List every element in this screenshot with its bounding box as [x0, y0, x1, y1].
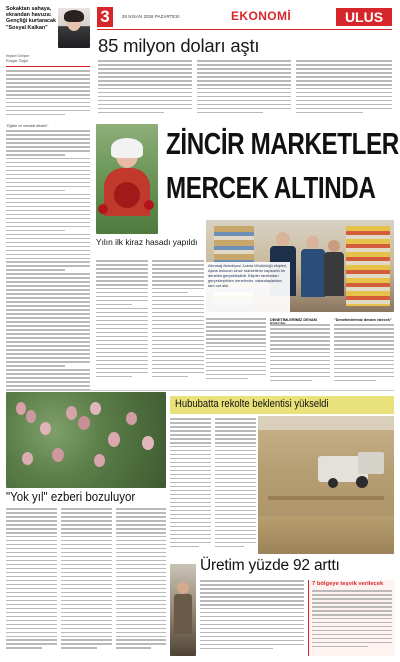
story-exports-col-1	[98, 60, 192, 118]
incentive-title: 7 bölgeye teşvik verilecek	[312, 581, 384, 587]
production-headline: Üretim yüzde 92 arttı	[200, 557, 340, 574]
inspection-text-col-2	[270, 324, 330, 386]
story-exports-col-2	[197, 60, 291, 118]
yok-yil-headline: "Yok yıl" ezberi bozuluyor	[6, 490, 136, 504]
inspection-subhead-1: DENETİMLERİMİZ DEVAM	[270, 318, 317, 322]
story-inspection	[206, 316, 394, 388]
columnist-photo	[58, 8, 90, 48]
headline-85-million: 85 milyon doları aştı	[98, 35, 260, 56]
section-divider	[6, 390, 394, 391]
column-title: Sokaktan sahaya, ekrandan havuza: Gençliği kurtaracak "Sosyal Kalkan"	[6, 6, 57, 31]
inspection-caption: Altındağ Belediyesi Zabıta Müdürlüğü ekipleri, Ajans bulunan zincir marketlerin kapsamlı bir denetim gerçekleştirdi. Ekipler tarafından gerçekleştirilen denetimler, vatandaşlardan tam not aldı.	[208, 263, 288, 288]
inspection-subhead-2: "Denetimlerimiz devam edecek"	[334, 318, 392, 322]
inspection-text-col-1	[206, 318, 266, 386]
story-production	[170, 556, 394, 658]
yok-yil-text-col-2	[61, 508, 112, 654]
column-quote: "Eğitim ve mesleki destek"	[6, 124, 49, 128]
author-rule	[6, 66, 90, 67]
story-cherry	[96, 234, 206, 384]
worker-photo	[170, 564, 196, 656]
hububat-text-col-2	[215, 418, 256, 552]
cherry-text-col-1	[96, 260, 148, 380]
column-text-2	[6, 130, 90, 394]
author-line-2: Rüzgar Özgür	[6, 59, 29, 63]
incentive-text	[312, 590, 392, 654]
story-hububat	[170, 416, 256, 554]
hububat-headline: Hububatta rekolte beklentisi yükseldi	[175, 398, 329, 410]
newspaper-logo: ULUS	[336, 8, 392, 26]
headline-line-1: ZİNCİR MARKETLER	[166, 126, 399, 161]
hububat-title-bar	[170, 396, 394, 414]
headline-chain-markets	[162, 124, 399, 220]
hububat-text-col-1	[170, 418, 211, 552]
inspection-text-col-3	[334, 324, 394, 386]
pistachio-photo	[6, 392, 166, 488]
story-exports	[96, 32, 394, 124]
production-text-col-1	[200, 580, 304, 656]
opinion-column	[6, 6, 92, 396]
issue-date: 28 NİSAN 2026 PAZARTESİ	[122, 14, 180, 19]
yok-yil-text-col-3	[116, 508, 166, 654]
inspection-caption-box	[206, 262, 290, 314]
section-title: EKONOMİ	[231, 9, 292, 23]
story-yok-yil	[6, 488, 166, 656]
author-line-1: Kişisel Gelişim	[6, 54, 30, 58]
cherry-text-col-2	[152, 260, 204, 380]
harvest-field-photo	[258, 416, 394, 554]
cherry-headline: Yılın ilk kiraz hasadı yapıldı	[96, 237, 198, 247]
cherry-harvest-photo	[96, 124, 158, 234]
masthead-rule	[97, 29, 392, 30]
headline-line-2: MERCEK ALTINDA	[166, 170, 376, 205]
column-text-1	[6, 70, 90, 122]
story-exports-col-3	[296, 60, 392, 118]
page-number: 3	[97, 7, 113, 27]
yok-yil-text-col-1	[6, 508, 57, 654]
incentive-sidebar	[308, 580, 395, 656]
